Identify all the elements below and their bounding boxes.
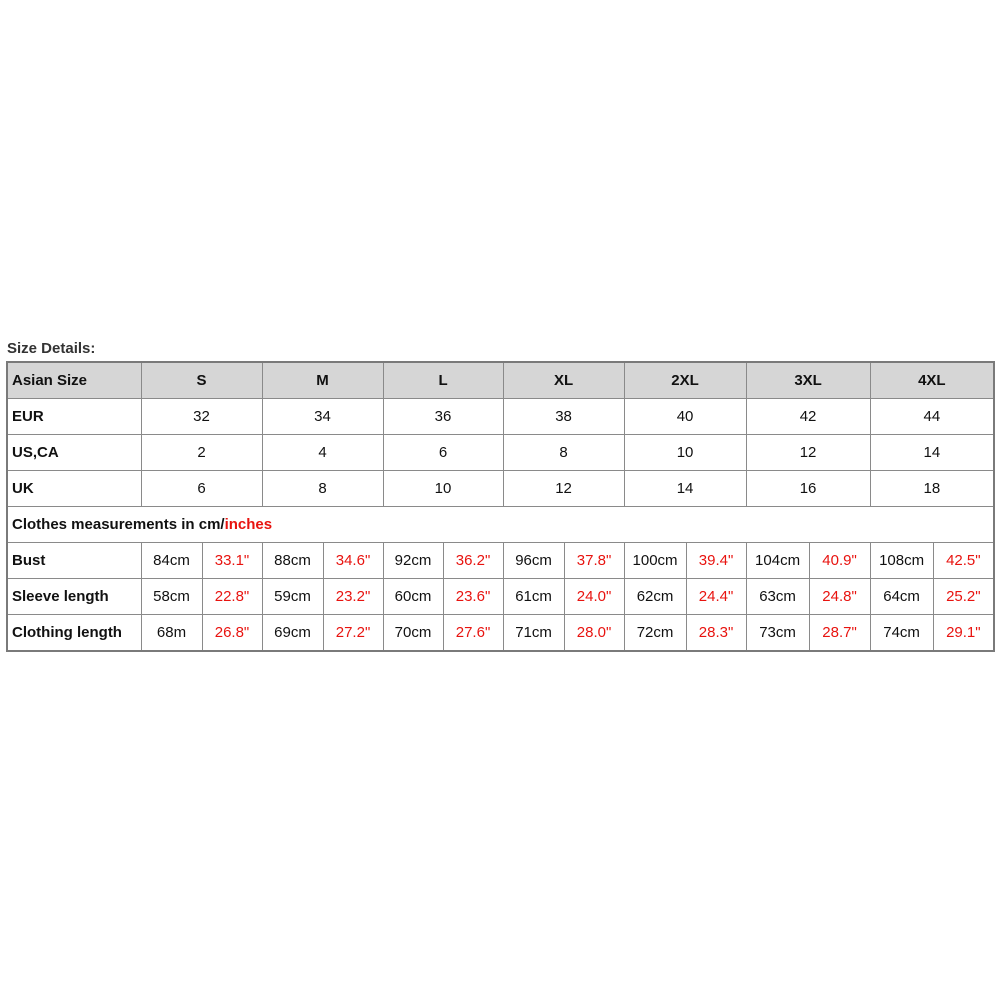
cm-value-cell: 71cm bbox=[503, 615, 564, 652]
inch-value-cell: 27.2" bbox=[323, 615, 383, 652]
inch-value-cell: 26.8" bbox=[202, 615, 262, 652]
size-l-header: L bbox=[383, 362, 503, 399]
cm-value-cell: 72cm bbox=[624, 615, 686, 652]
inch-value-cell: 23.6" bbox=[443, 579, 503, 615]
cm-value-cell: 63cm bbox=[746, 579, 809, 615]
conversion-row bbox=[7, 399, 994, 435]
conversion-row bbox=[7, 435, 994, 471]
size-2xl-header: 2XL bbox=[624, 362, 746, 399]
size-value-cell: 38 bbox=[503, 399, 624, 435]
cm-value-cell: 64cm bbox=[870, 579, 933, 615]
size-value-cell: 16 bbox=[746, 471, 870, 507]
conversion-row bbox=[7, 471, 994, 507]
size-value-cell: 42 bbox=[746, 399, 870, 435]
inch-value-cell: 24.8" bbox=[809, 579, 870, 615]
cm-value-cell: 74cm bbox=[870, 615, 933, 652]
size-value-cell: 14 bbox=[624, 471, 746, 507]
cm-value-cell: 60cm bbox=[383, 579, 443, 615]
cm-value-cell: 68m bbox=[141, 615, 202, 652]
size-value-cell: 6 bbox=[383, 435, 503, 471]
measurement-label: Sleeve length bbox=[7, 579, 141, 615]
measurement-row bbox=[7, 543, 994, 579]
inch-value-cell: 23.2" bbox=[323, 579, 383, 615]
size-value-cell: 18 bbox=[870, 471, 994, 507]
size-table-body bbox=[7, 362, 994, 651]
size-details-caption: Size Details: bbox=[7, 340, 96, 357]
size-s-header: S bbox=[141, 362, 262, 399]
size-value-cell: 10 bbox=[383, 471, 503, 507]
size-value-cell: 36 bbox=[383, 399, 503, 435]
size-xl-header: XL bbox=[503, 362, 624, 399]
inch-value-cell: 36.2" bbox=[443, 543, 503, 579]
measurements-section-heading bbox=[7, 507, 994, 543]
size-value-cell: 44 bbox=[870, 399, 994, 435]
cm-value-cell: 88cm bbox=[262, 543, 323, 579]
inch-value-cell: 28.0" bbox=[564, 615, 624, 652]
size-m-header: M bbox=[262, 362, 383, 399]
inch-value-cell: 34.6" bbox=[323, 543, 383, 579]
measurement-row bbox=[7, 615, 994, 652]
inch-value-cell: 33.1" bbox=[202, 543, 262, 579]
size-4xl-header: 4XL bbox=[870, 362, 994, 399]
section-highlight: inches bbox=[224, 516, 273, 533]
size-value-cell: 12 bbox=[503, 471, 624, 507]
cm-value-cell: 108cm bbox=[870, 543, 933, 579]
cm-value-cell: 96cm bbox=[503, 543, 564, 579]
cm-value-cell: 92cm bbox=[383, 543, 443, 579]
row-label: UK bbox=[7, 471, 141, 507]
asian-size-label: Asian Size bbox=[7, 362, 141, 399]
asian-size-row bbox=[7, 362, 994, 399]
inch-value-cell: 24.4" bbox=[686, 579, 746, 615]
size-value-cell: 4 bbox=[262, 435, 383, 471]
cm-value-cell: 104cm bbox=[746, 543, 809, 579]
size-value-cell: 8 bbox=[262, 471, 383, 507]
inch-value-cell: 39.4" bbox=[686, 543, 746, 579]
size-value-cell: 12 bbox=[746, 435, 870, 471]
inch-value-cell: 37.8" bbox=[564, 543, 624, 579]
inch-value-cell: 29.1" bbox=[933, 615, 994, 652]
inch-value-cell: 28.3" bbox=[686, 615, 746, 652]
size-value-cell: 6 bbox=[141, 471, 262, 507]
size-3xl-header: 3XL bbox=[746, 362, 870, 399]
inch-value-cell: 28.7" bbox=[809, 615, 870, 652]
inch-value-cell: 42.5" bbox=[933, 543, 994, 579]
measurement-row bbox=[7, 579, 994, 615]
inch-value-cell: 22.8" bbox=[202, 579, 262, 615]
cm-value-cell: 84cm bbox=[141, 543, 202, 579]
size-value-cell: 40 bbox=[624, 399, 746, 435]
section-prefix: Clothes measurements in cm/ bbox=[12, 516, 225, 533]
inch-value-cell: 25.2" bbox=[933, 579, 994, 615]
measurement-label: Clothing length bbox=[7, 615, 141, 652]
size-value-cell: 10 bbox=[624, 435, 746, 471]
measurement-label: Bust bbox=[7, 543, 141, 579]
row-label: US,CA bbox=[7, 435, 141, 471]
inch-value-cell: 40.9" bbox=[809, 543, 870, 579]
size-table bbox=[6, 361, 995, 652]
size-value-cell: 14 bbox=[870, 435, 994, 471]
cm-value-cell: 100cm bbox=[624, 543, 686, 579]
cm-value-cell: 61cm bbox=[503, 579, 564, 615]
size-value-cell: 34 bbox=[262, 399, 383, 435]
cm-value-cell: 62cm bbox=[624, 579, 686, 615]
measurements-section-row bbox=[7, 507, 994, 543]
size-value-cell: 8 bbox=[503, 435, 624, 471]
cm-value-cell: 69cm bbox=[262, 615, 323, 652]
size-value-cell: 2 bbox=[141, 435, 262, 471]
row-label: EUR bbox=[7, 399, 141, 435]
inch-value-cell: 27.6" bbox=[443, 615, 503, 652]
cm-value-cell: 70cm bbox=[383, 615, 443, 652]
cm-value-cell: 73cm bbox=[746, 615, 809, 652]
cm-value-cell: 59cm bbox=[262, 579, 323, 615]
inch-value-cell: 24.0" bbox=[564, 579, 624, 615]
cm-value-cell: 58cm bbox=[141, 579, 202, 615]
size-value-cell: 32 bbox=[141, 399, 262, 435]
